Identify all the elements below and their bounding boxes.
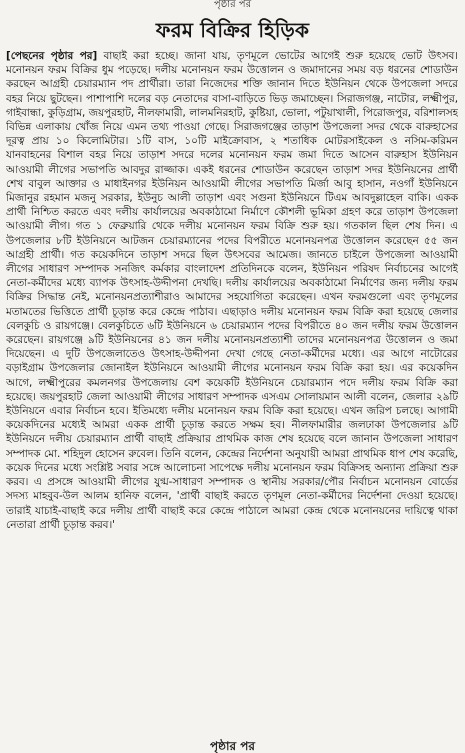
bottom-cut-text: পৃষ্ঠার পর	[210, 739, 255, 753]
paragraph-text: বাছাই করা হচ্ছে। জানা যায়, তৃণমূলে ভোটের আগেই শুরু হয়েছে ভোট উৎসব। মনোনয়ন ফরম বিক্রির ধুম পড়েছে। দলীয় মনোনয়ন ফরম উত্তোলন ও জমাদানের সময় বড় ধরনের শোডাউন করছেন আগ্রহী চেয়ারম্যান পদ প্রার্থীরা। তারা নিজেদের শক্তি জানান দিতে ইউনিয়ন থেকে উপজেলা সদরে বহর নিয়ে ছুটছেন। পাশাপাশি দলের বড় নেতাদের বাসা-বাড়িতে ভিড় জমাচ্ছেন। সিরাজগঞ্জ, নাটোর, লক্ষ্মীপুর, গাইবান্ধা, কুড়িগ্রাম, জয়পুরহাট, নীলফামারী, লালমনিরহাট, কুষ্টিয়া, ভোলা, পটুয়াখালী, পিরোজপুর, বরিশালসহ বিভিন্ন এলাকায় খোঁজ নিয়ে এমন তথ্য পাওয়া গেছে। সিরাজগঞ্জের তাড়াশ উপজেলা সদর থেকে বারুহাসের দূরত্ব প্রায় ১০ কিলোমিটার। ১টি বাস, ১০টি মাইক্রোবাস, ২ শতাধিক মোটরসাইকেল ও নসিম-করিমন যানবাহনের বিশাল বহর নিয়ে তাড়াশ সদরে দলের মনোনয়ন ফরম জমা দিতে আসেন বারুহাস ইউনিয়ন আওয়ামী লীগের সভাপতি আবদুর রাজ্জাক। একই ধরনের শোডাউন করেছেন তাড়াশ সদর ইউনিয়নের প্রার্থী শেখ বাবুল আক্তার ও মাধাইনগর ইউনিয়ন আওয়ামী লীগের সভাপতি মির্জা আবু হাসান, নওগাঁ ইউনিয়নে মিজানুর রহমান মজনু সরকার, ইউনুচ আলী তাড়াশ এবং সগুনা ইউনিয়নে টিএম আবদুল্লাহেল বাকি। একক প্রার্থী নিশ্চিত করতে এবং দলীয় কার্যালয়ের অবকাঠামো নির্মাণে কৌশলী ভূমিকা গ্রহণ করে তাড়াশ উপজেলা আওয়ামী লীগ। গত ১ ফেব্রুয়ারি থেকে দলীয় মনোনয়ন ফরম বিক্রি শুরু হয়। গতকাল ছিল শেষ দিন। এ উপজেলার ৮টি ইউনিয়নে আটজন চেয়ারম্যানের পদের বিপরীতে মনোনয়নপত্র উত্তোলন করেছেন ৫৫ জন আগ্রহী প্রার্থী। গত কয়েকদিনে তাড়াশ সদরে ছিল উৎসবের আমেজ। জানতে চাইলে উপজেলা আওয়ামী লীগের সাধারণ সম্পাদক সনজিৎ কর্মকার বাংলাদেশ প্রতিদিনকে বলেন, ইউনিয়ন পরিষদ নির্বাচনের আগেই নেতা-কর্মীদের মধ্যে ব্যাপক উৎসাহ-উদ্দীপনা দেখছি। দলীয় কার্যালয়ের অবকাঠামো নির্মাণের জন্য দলীয় ফরম বিক্রির সিদ্ধান্ত নেই, মনোনয়নপ্রত্যাশীরাও আমাদের সহযোগিতা করেছেন। এখন ফরমগুলো এবং তৃণমূলের মতামতের ভিত্তিতে প্রার্থী চূড়ান্ত করে কেন্দ্রে পাঠাব। এছাড়াও দলীয় মনোনয়ন ফরম বিক্রি করা হয়েছে জেলার বেলকুচি ও রায়গঞ্জে। বেলকুচিতে ৬টি ইউনিয়নে ৬ চেয়ারম্যান পদের বিপরীতে ৪০ জন দলীয় ফরম উত্তোলন করেছেন। রায়গঞ্জে ৯টি ইউনিয়নের ৪১ জন দলীয় মনোনয়নপ্রত্যাশী তাদের মনোনয়নপত্র উত্তোলন ও জমা দিয়েছেন। এ দুটি উপজেলাতেও উৎসাহ-উদ্দীপনা দেখা গেছে নেতা-কর্মীদের মধ্যে। এর আগে নাটোরের বড়াইগ্রাম উপজেলার জোনাইল ইউনিয়নে আওয়ামী লীগের মনোনয়ন ফরম বিক্রি করা হয়। এর কয়েকদিন আগে, লক্ষ্মীপুরের কমলনগর উপজেলায় বেশ কয়েকটি ইউনিয়নে চেয়ারম্যান পদে দলীয় ফরম বিক্রি করা হয়েছে। জয়পুরহাট জেলা আওয়ামী লীগের সাধারণ সম্পাদক এসএম সোলায়মান আলী বলেন, জেলার ২৯টি ইউনিয়নে এবার নির্বাচন হবে। ইতিমধ্যে দলীয় মনোনয়ন ফরম বিক্রি করা হয়েছে। এখন জরিপ চলছে। আগামী কয়েকদিনের মধ্যেই আমরা একক প্রার্থী চূড়ান্ত করতে সক্ষম হব। নীলফামারীর জলঢাকা উপজেলার ৯টি ইউনিয়নে দলীয় চেয়ারম্যান প্রার্থী বাছাই প্রক্রিয়ার প্রাথমিক কাজ শেষ হয়েছে বলে জানান উপজেলা সাধারণ সম্পাদক মো. শহিদুল হোসেন রুবেল। তিনি বলেন, কেন্দ্রের নির্দেশনা অনুযায়ী আমরা প্রাথমিক ধাপ শেষ করেছি, কয়েক দিনের মধ্যে সংশ্লিষ্ট সবার সঙ্গে আলোচনা সাপেক্ষে দলীয় মনোনয়ন ফরম বিক্রিসহ অন্যান্য প্রক্রিয়া শুরু করব। এ প্রসঙ্গে আওয়ামী লীগের যুগ্ম-সাধারণ সম্পাদক ও স্থানীয় সরকার/পৌর নির্বাচন মনোনয়ন বোর্ডের সদস্য মাহবুব-উল আলম হানিফ বলেন, 'প্রার্থী বাছাই করতে তৃণমূল নেতা-কর্মীদের নির্দেশনা দেওয়া হয়েছে। তারাই যাচাই-বাছাই করে দলীয় প্রার্থী বাছাই করে কেন্দ্রে পাঠালে আমরা কেন্দ্র থেকে মনোনয়নের দায়িত্বে থাকা নেতারা প্রার্থী চূড়ান্ত করব।'	[6, 50, 458, 531]
article-body	[6, 49, 458, 739]
article-paragraph	[6, 49, 458, 532]
continuation-label: [পেছনের পৃষ্ঠার পর]	[6, 50, 98, 62]
top-cut-text: পৃষ্ঠার পর	[213, 0, 252, 10]
headline: ফরম বিক্রির হিড়িক	[155, 18, 310, 42]
